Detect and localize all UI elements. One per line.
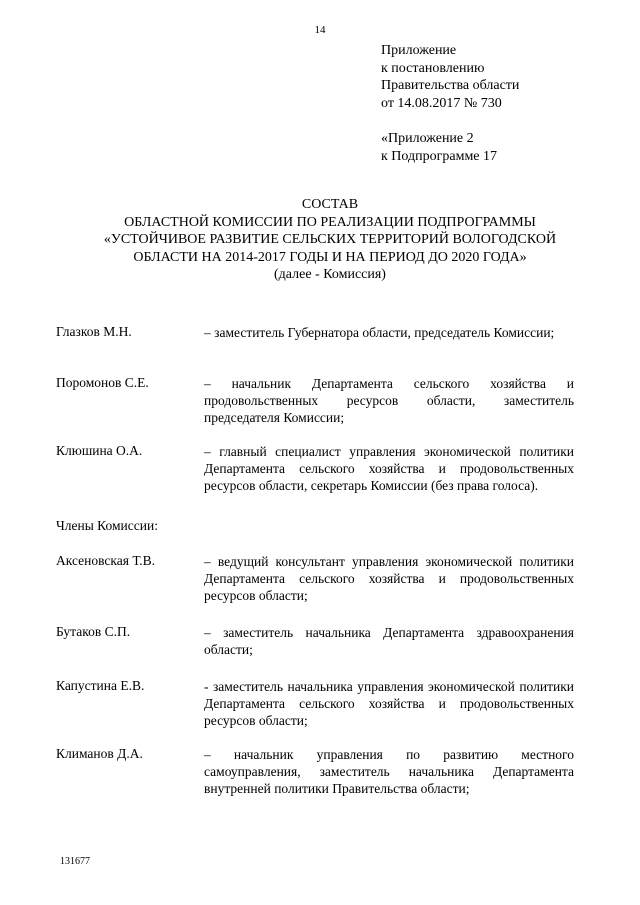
member-role: – заместитель Губернатора области, председатель Комиссии; xyxy=(204,325,555,340)
member-name: Поромонов С.Е. xyxy=(56,375,149,390)
title-line: СОСТАВ xyxy=(301,197,359,212)
title-line: ОБЛАСТИ НА 2014-2017 ГОДЫ И НА ПЕРИОД ДО 2020 ГОДА» xyxy=(133,249,527,265)
member-name: Клюшина О.А. xyxy=(56,443,143,458)
member-role: – начальник Департамента сельского хозяйства и продовольственных ресурсов области, заместитель председателя Комиссии; xyxy=(204,376,574,425)
annex-line: Приложение xyxy=(381,43,457,58)
annex-line: от 14.08.2017 № 730 xyxy=(381,95,502,111)
member-role: – начальник управления по развитию местного самоуправления, заместитель начальника Департамента внутренней политики Правительства области; xyxy=(204,747,574,796)
annex-header xyxy=(381,42,519,112)
document-title xyxy=(70,196,590,284)
title-line: ОБЛАСТНОЙ КОМИССИИ ПО РЕАЛИЗАЦИИ ПОДПРОГРАММЫ xyxy=(124,214,536,230)
member-role: – главный специалист управления экономической политики Департамента сельского хозяйства и продовольственных ресурсов области, секретарь Комиссии (без права голоса). xyxy=(204,444,574,493)
annex-sub-header xyxy=(381,130,497,165)
annex-sub-line: к Подпрограмме 17 xyxy=(381,148,498,164)
member-name: Аксеновская Т.В. xyxy=(56,553,155,568)
annex-sub-line: «Приложение 2 xyxy=(381,131,474,146)
title-line: «УСТОЙЧИВОЕ РАЗВИТИЕ СЕЛЬСКИХ ТЕРРИТОРИЙ ВОЛОГОДСКОЙ xyxy=(103,232,557,247)
member-role: – ведущий консультант управления экономической политики Департамента сельского хозяйства и продовольственных ресурсов области; xyxy=(204,554,574,603)
annex-line: Правительства области xyxy=(381,78,520,93)
member-name: Капустина Е.В. xyxy=(56,678,145,693)
page-number: 14 xyxy=(314,24,326,36)
footer-code: 131677 xyxy=(60,856,90,867)
member-name: Бутаков С.П. xyxy=(56,624,131,639)
title-line: (далее - Комиссия) xyxy=(274,267,386,282)
member-name: Климанов Д.А. xyxy=(56,746,143,761)
members-heading: Члены Комиссии: xyxy=(56,518,158,533)
member-name: Глазков М.Н. xyxy=(56,324,132,339)
member-role: - заместитель начальника управления экономической политики Департамента сельского хозяйства и продовольственных ресурсов области; xyxy=(204,679,574,728)
annex-line: к постановлению xyxy=(381,60,485,76)
member-role: – заместитель начальника Департамента здравоохранения области; xyxy=(204,625,574,657)
